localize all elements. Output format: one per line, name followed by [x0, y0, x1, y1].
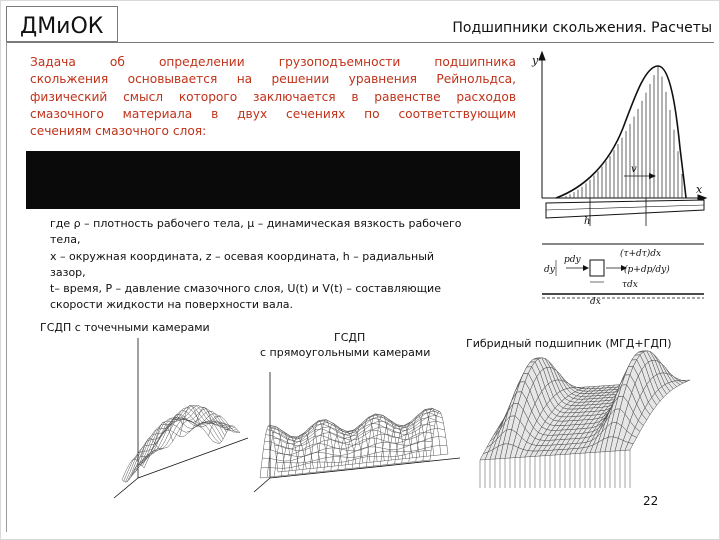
definition-line: зазор, — [50, 265, 86, 279]
definition-line: тела, — [50, 233, 81, 247]
element-diagram — [528, 238, 710, 312]
definition-line: скорости жидкости на поверхности вала. — [50, 298, 293, 312]
gap-label: h — [584, 216, 591, 227]
surface-plot-hybrid — [466, 340, 690, 490]
caption-rect-chambers-line1: ГСДП — [334, 331, 366, 344]
intro-line: скольжения основывается на решении уравнения Рейнольдса, — [30, 72, 516, 87]
intro-line: сечениям смазочного слоя: — [30, 124, 207, 139]
caption-hybrid: Гибридный подшипник (МГД+ГДП) — [466, 337, 672, 350]
x-axis-label: x — [696, 183, 703, 196]
header-divider — [6, 42, 714, 43]
equation-redacted — [26, 151, 520, 209]
element-bottom-label: τdx — [622, 280, 638, 290]
definition-line: t– время, P – давление смазочного слоя, U(t) и V(t) – составляющие — [50, 282, 441, 296]
element-right-label: (p+dp/dy) — [624, 265, 670, 275]
intro-line: Задача об определении грузоподъемности подшипника — [30, 55, 516, 69]
intro-paragraph — [30, 54, 516, 140]
intro-line: физический смысл которого заключается в равенстве расходов — [30, 89, 516, 104]
caption-rect-chambers-line2: с прямоугольными камерами — [260, 346, 431, 359]
element-dx-label: dx — [590, 297, 601, 307]
logo: ДМиОК — [20, 14, 104, 39]
element-top-label: (τ+dτ)dx — [620, 249, 662, 259]
slide-title: Подшипники скольжения. Расчеты — [452, 20, 712, 36]
caption-point-chambers: ГСДП с точечными камерами — [40, 321, 210, 334]
y-axis-label: y — [532, 54, 539, 67]
surface-plot-rect-chambers — [250, 368, 472, 496]
definition-line: x – окружная координата, z – осевая координата, h – радиальный — [50, 249, 435, 263]
intro-line: смазочного материала в двух сечениях по соответствующим — [30, 106, 516, 121]
left-rule — [6, 42, 7, 532]
page-number: 22 — [643, 494, 659, 508]
element-dy-label: dy — [544, 265, 555, 275]
definition-line: где ρ – плотность рабочего тела, μ – динамическая вязкость рабочего — [50, 217, 462, 230]
element-left-label: pdy — [564, 255, 581, 265]
velocity-label: v — [631, 164, 637, 175]
definitions — [50, 216, 510, 314]
surface-plot-point-chambers — [108, 328, 250, 506]
pressure-diagram — [528, 48, 710, 230]
